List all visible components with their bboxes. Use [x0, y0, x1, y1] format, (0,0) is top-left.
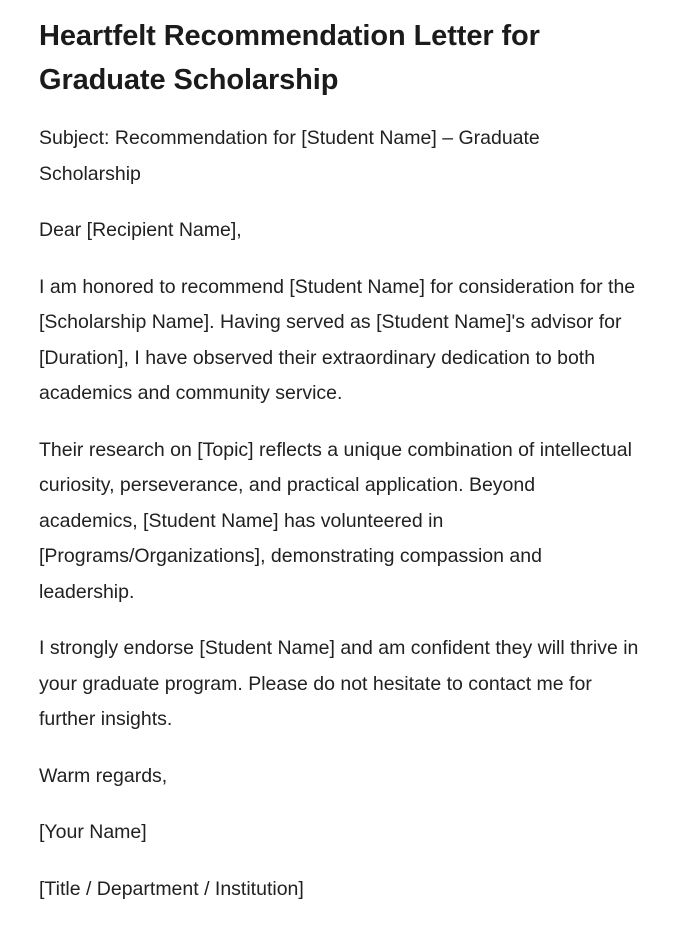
signature-title: [Title / Department / Institution] — [39, 877, 304, 900]
letter-body — [39, 121, 639, 907]
page-title: Heartfelt Recommendation Letter for Graduate Scholarship — [39, 20, 540, 96]
signature-name: [Your Name] — [39, 821, 147, 843]
subject-line: Subject: Recommendation for [Student Name] – Graduate Scholarship — [39, 127, 540, 185]
body-paragraph-3: I strongly endorse [Student Name] and am confident they will thrive in your graduate program. Please do not hesitate to contact me for further insights. — [39, 637, 639, 730]
body-paragraph-1: I am honored to recommend [Student Name] for consideration for the [Scholarship Name]. Having served as [Student Name]'s advisor for [Duration], I have observed their extraordinary dedication to both academics and community service. — [39, 275, 636, 404]
salutation: Dear [Recipient Name], — [39, 219, 242, 241]
closing: Warm regards, — [39, 764, 168, 787]
body-paragraph-2: Their research on [Topic] reflects a unique combination of intellectual curiosity, perseverance, and practical application. Beyond academics, [Student Name] has volunteered in [Programs/Organizations], demonstrating compassion and leadership. — [39, 438, 632, 603]
